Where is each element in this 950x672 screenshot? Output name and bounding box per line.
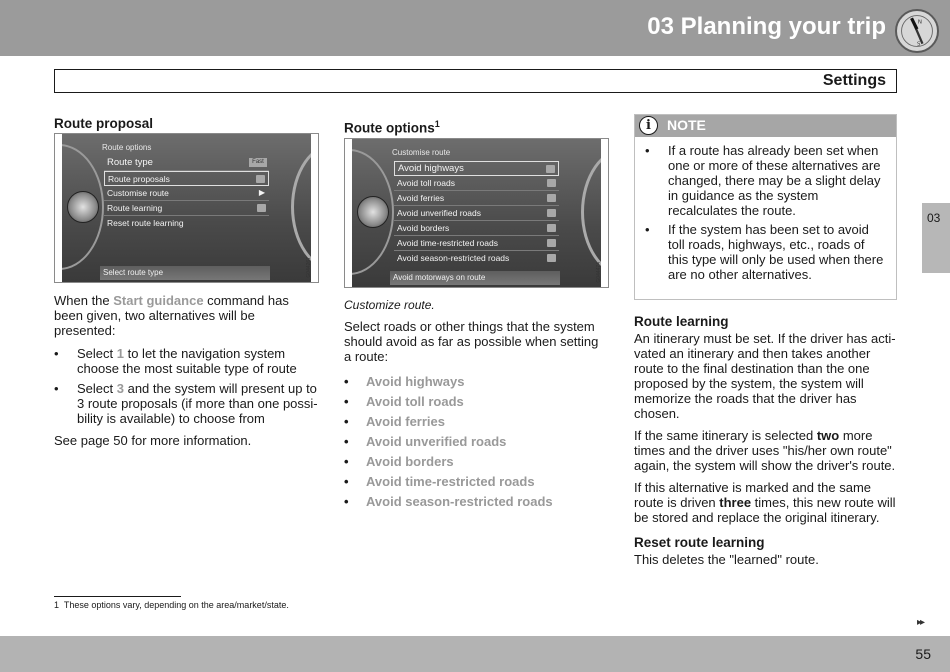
- screen-item: Avoid highways: [394, 161, 559, 176]
- screen-header: Route options: [102, 143, 152, 152]
- footnote-divider: [54, 596, 181, 597]
- list-item: • Avoid time-restricted roads: [344, 472, 609, 492]
- checkbox-icon: [547, 194, 556, 202]
- route-type-badge: Fast: [249, 158, 267, 167]
- list-item: • Select 1 to let the navigation system choose the most suitable type of route: [54, 346, 319, 376]
- route-options-screenshot: [54, 133, 319, 283]
- screen-item: Route type Fast: [104, 156, 269, 171]
- screen-footer: Select route type: [100, 266, 270, 280]
- control-dial-icon: [357, 196, 389, 228]
- list-item: • Avoid toll roads: [344, 392, 609, 412]
- list-item: • If a route has already been set when one or more of these alternatives are changed, there may be a slight delay in guidance as the system recalculates the route.: [645, 143, 888, 218]
- image-code: G044267: [306, 257, 312, 278]
- screen-header: Customise route: [392, 147, 451, 157]
- svg-text:S: S: [917, 41, 921, 48]
- checkbox-icon: [547, 209, 556, 217]
- screen-item: Reset route learning: [107, 218, 184, 228]
- checkbox-icon: [547, 179, 556, 187]
- page-footer: [0, 636, 950, 672]
- checkbox-icon: [547, 224, 556, 232]
- screen-item: Avoid ferries: [394, 191, 559, 206]
- route-options-heading: Route options$^1$: [344, 119, 440, 136]
- chapter-tab-label: 03: [927, 211, 941, 225]
- see-page-reference: See page 50 for more information.: [54, 433, 252, 448]
- chapter-title: 03 Planning your trip: [647, 13, 886, 40]
- paragraph: An itinerary must be set. If the driver has acti-vated an itinerary and then takes another route to the final destination than the one proposed by the system, the system will memorize the roads that the driver has chosen.: [634, 331, 896, 421]
- reset-route-learning-heading: Reset route learning: [634, 535, 765, 550]
- list-item: • Avoid highways: [344, 372, 609, 392]
- compass-icon: [895, 9, 939, 53]
- section-title: Settings: [822, 72, 886, 89]
- chapter-tab: [922, 203, 950, 273]
- checkbox-icon: [547, 239, 556, 247]
- paragraph: This deletes the "learned" route.: [634, 552, 819, 567]
- checkbox-icon: [256, 175, 265, 183]
- screen-item: Route proposals: [104, 171, 269, 186]
- page-header: [0, 0, 950, 56]
- play-arrow-icon: ▶: [258, 188, 265, 197]
- list-item: • Select 3 and the system will present up to 3 route proposals (if more than one possi-bility is available) to choose from: [54, 381, 319, 426]
- screen-item: Avoid season-restricted roads: [394, 251, 559, 266]
- route-learning-column: [634, 114, 897, 574]
- checkbox-icon: [547, 254, 556, 262]
- list-item: • If the system has been set to avoid toll roads, highways, etc., roads of this type will only be used when there are no other alternatives.: [645, 222, 888, 282]
- image-caption: Customize route.: [344, 297, 435, 312]
- list-item: • Avoid borders: [344, 452, 609, 472]
- screen-item: Avoid unverified roads: [394, 206, 559, 221]
- svg-text:N: N: [917, 19, 922, 26]
- route-proposal-intro: When the Start guidance command has been given, two alternatives will be presented:: [54, 293, 289, 338]
- route-proposal-column: [54, 116, 319, 456]
- footnote: 1 These options vary, depending on the area/market/state.: [54, 600, 289, 610]
- screen-item: Route learning: [104, 201, 269, 216]
- list-item: • Avoid ferries: [344, 412, 609, 432]
- note-title: NOTE: [667, 117, 706, 133]
- start-guidance-term: Start guidance: [113, 293, 204, 308]
- screen-item: Avoid borders: [394, 221, 559, 236]
- paragraph: If the same itinerary is selected two more times and the driver uses "his/her own route" again, the system will show the driver's route.: [634, 428, 896, 473]
- section-bar: [54, 69, 897, 93]
- image-code: G044474: [596, 261, 602, 283]
- screen-item: Customise route ▶: [104, 186, 269, 201]
- route-options-column: [344, 116, 609, 512]
- screen-footer: Avoid motorways on route: [390, 271, 560, 285]
- avoid-options-list: [344, 372, 609, 512]
- note-box: [634, 114, 897, 300]
- checkbox-icon: [257, 204, 266, 212]
- list-item: • Avoid unverified roads: [344, 432, 609, 452]
- route-options-intro: Select roads or other things that the system should avoid as far as possible when setting a route:: [344, 318, 599, 364]
- forward-arrows-icon: ▸▸: [917, 617, 924, 628]
- route-proposal-heading: Route proposal: [54, 116, 154, 131]
- checkbox-icon: [546, 165, 555, 173]
- page-number: 55: [915, 646, 931, 662]
- info-icon: i: [639, 116, 658, 135]
- route-learning-heading: Route learning: [634, 314, 729, 329]
- customise-route-screenshot: [344, 138, 609, 288]
- screen-item: Avoid time-restricted roads: [394, 236, 559, 251]
- footnote-marker: 1: [434, 119, 440, 129]
- control-dial-icon: [67, 191, 99, 223]
- list-item: • Avoid season-restricted roads: [344, 492, 609, 512]
- paragraph: If this alternative is marked and the same route is driven three times, this new route will be stored and replace the original itinerary.: [634, 480, 896, 525]
- screen-item: Avoid toll roads: [394, 176, 559, 191]
